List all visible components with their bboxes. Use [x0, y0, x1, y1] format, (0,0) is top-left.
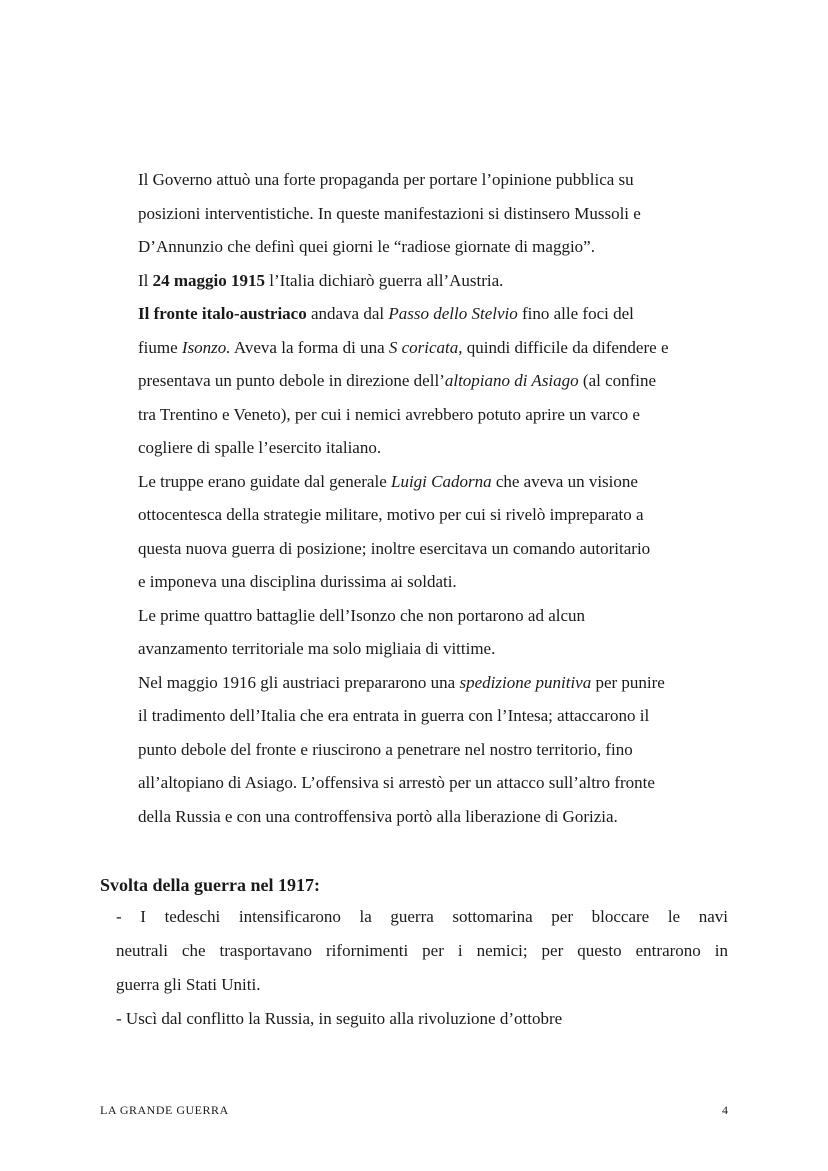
- text-span: fino alle foci del: [517, 304, 634, 323]
- paragraph-battles-line-1: Le prime quattro battaglie dell’Isonzo che non portarono ad alcun: [138, 605, 586, 625]
- footer-page-number: 4: [722, 1103, 728, 1117]
- cadorna-italic: Luigi Cadorna: [390, 471, 492, 491]
- paragraph-punitive-line-3: punto debole del fronte e riuscirono a penetrare nel nostro territorio, fino: [138, 739, 633, 759]
- paragraph-propaganda-line-3: D’Annunzio che definì quei giorni le “radiose giornate di maggio”.: [138, 237, 595, 256]
- paragraph-cadorna-line-2: ottocentesca della strategie militare, motivo per cui si rivelò impreparato a: [138, 505, 644, 524]
- paragraph-cadorna-line-4: e imponeva una disciplina durissima ai soldati.: [138, 572, 457, 591]
- text-span: che aveva un visione: [491, 471, 638, 491]
- date-bold: 24 maggio 1915: [152, 270, 266, 290]
- paragraph-cadorna-line-3: questa nuova guerra di posizione; inoltre esercitava un comando autoritario: [138, 538, 651, 558]
- paragraph-propaganda-line-2: posizioni interventistiche. In queste manifestazioni si distinsero Mussoli e: [138, 203, 641, 223]
- paragraph-war-declaration: [138, 264, 728, 298]
- paragraph-battles-line-2: avanzamento territoriale ma solo migliaia di vittime.: [138, 639, 496, 658]
- list-item-2-line-1: - Uscì dal conflitto la Russia, in seguito alla rivoluzione d’ottobre: [116, 1009, 563, 1028]
- text-span: Nel maggio 1916 gli austriaci prepararono una: [138, 672, 460, 692]
- asiago-italic: altopiano di Asiago: [444, 371, 579, 390]
- text-span: fiume: [138, 337, 182, 357]
- body-text: [138, 163, 728, 833]
- text-span: Aveva la forma di una: [230, 337, 389, 357]
- text-span: Le truppe erano guidate dal generale: [138, 471, 391, 491]
- section-heading-1917: Svolta della guerra nel 1917:: [100, 875, 320, 895]
- text-span: l’Italia dichiarò guerra all’Austria.: [265, 270, 504, 290]
- text-span: Il: [138, 270, 153, 290]
- paragraph-propaganda-line-1: Il Governo attuò una forte propaganda per portare l’opinione pubblica su: [138, 170, 634, 189]
- turning-point-list: [116, 900, 728, 1036]
- paragraph-front-line-2: [138, 331, 728, 365]
- spedizione-italic: spedizione punitiva: [459, 672, 592, 692]
- stelvio-italic: Passo dello Stelvio: [388, 304, 518, 323]
- paragraph-punitive-line-2: il tradimento dell’Italia che era entrata in guerra con l’Intesa; attaccarono il: [138, 706, 650, 725]
- list-item-1-line-1: - I tedeschi intensificarono la guerra sottomarina per bloccare le navi: [116, 907, 728, 926]
- paragraph-cadorna-line-1: [138, 465, 728, 499]
- paragraph-front-line-1: [138, 297, 728, 331]
- list-item-1-line-3: guerra gli Stati Uniti.: [116, 975, 261, 994]
- isonzo-italic: Isonzo.: [181, 337, 231, 357]
- text-span: (al confine: [578, 371, 657, 390]
- text-span: quindi difficile da difendere e: [462, 337, 669, 357]
- paragraph-punitive-line-5: della Russia e con una controffensiva portò alla liberazione di Gorizia.: [138, 806, 618, 826]
- paragraph-front-line-4: tra Trentino e Veneto), per cui i nemici avrebbero potuto aprire un varco e: [138, 404, 640, 424]
- front-bold: Il fronte italo-austriaco: [138, 304, 307, 323]
- paragraph-punitive-line-4: all’altopiano di Asiago. L’offensiva si arrestò per un attacco sull’altro fronte: [138, 773, 655, 792]
- paragraph-front-line-5: cogliere di spalle l’esercito italiano.: [138, 438, 382, 457]
- paragraph-punitive-line-1: [138, 666, 728, 700]
- footer-title: LA GRANDE GUERRA: [100, 1103, 229, 1117]
- s-coricata-italic: S coricata,: [388, 337, 463, 357]
- text-span: andava dal: [306, 304, 389, 323]
- list-item-1-line-2: neutrali che trasportavano rifornimenti per i nemici; per questo entrarono in: [116, 941, 728, 960]
- text-span: per punire: [591, 672, 665, 692]
- text-span: presentava un punto debole in direzione dell’: [138, 371, 445, 390]
- paragraph-front-line-3: [138, 364, 728, 398]
